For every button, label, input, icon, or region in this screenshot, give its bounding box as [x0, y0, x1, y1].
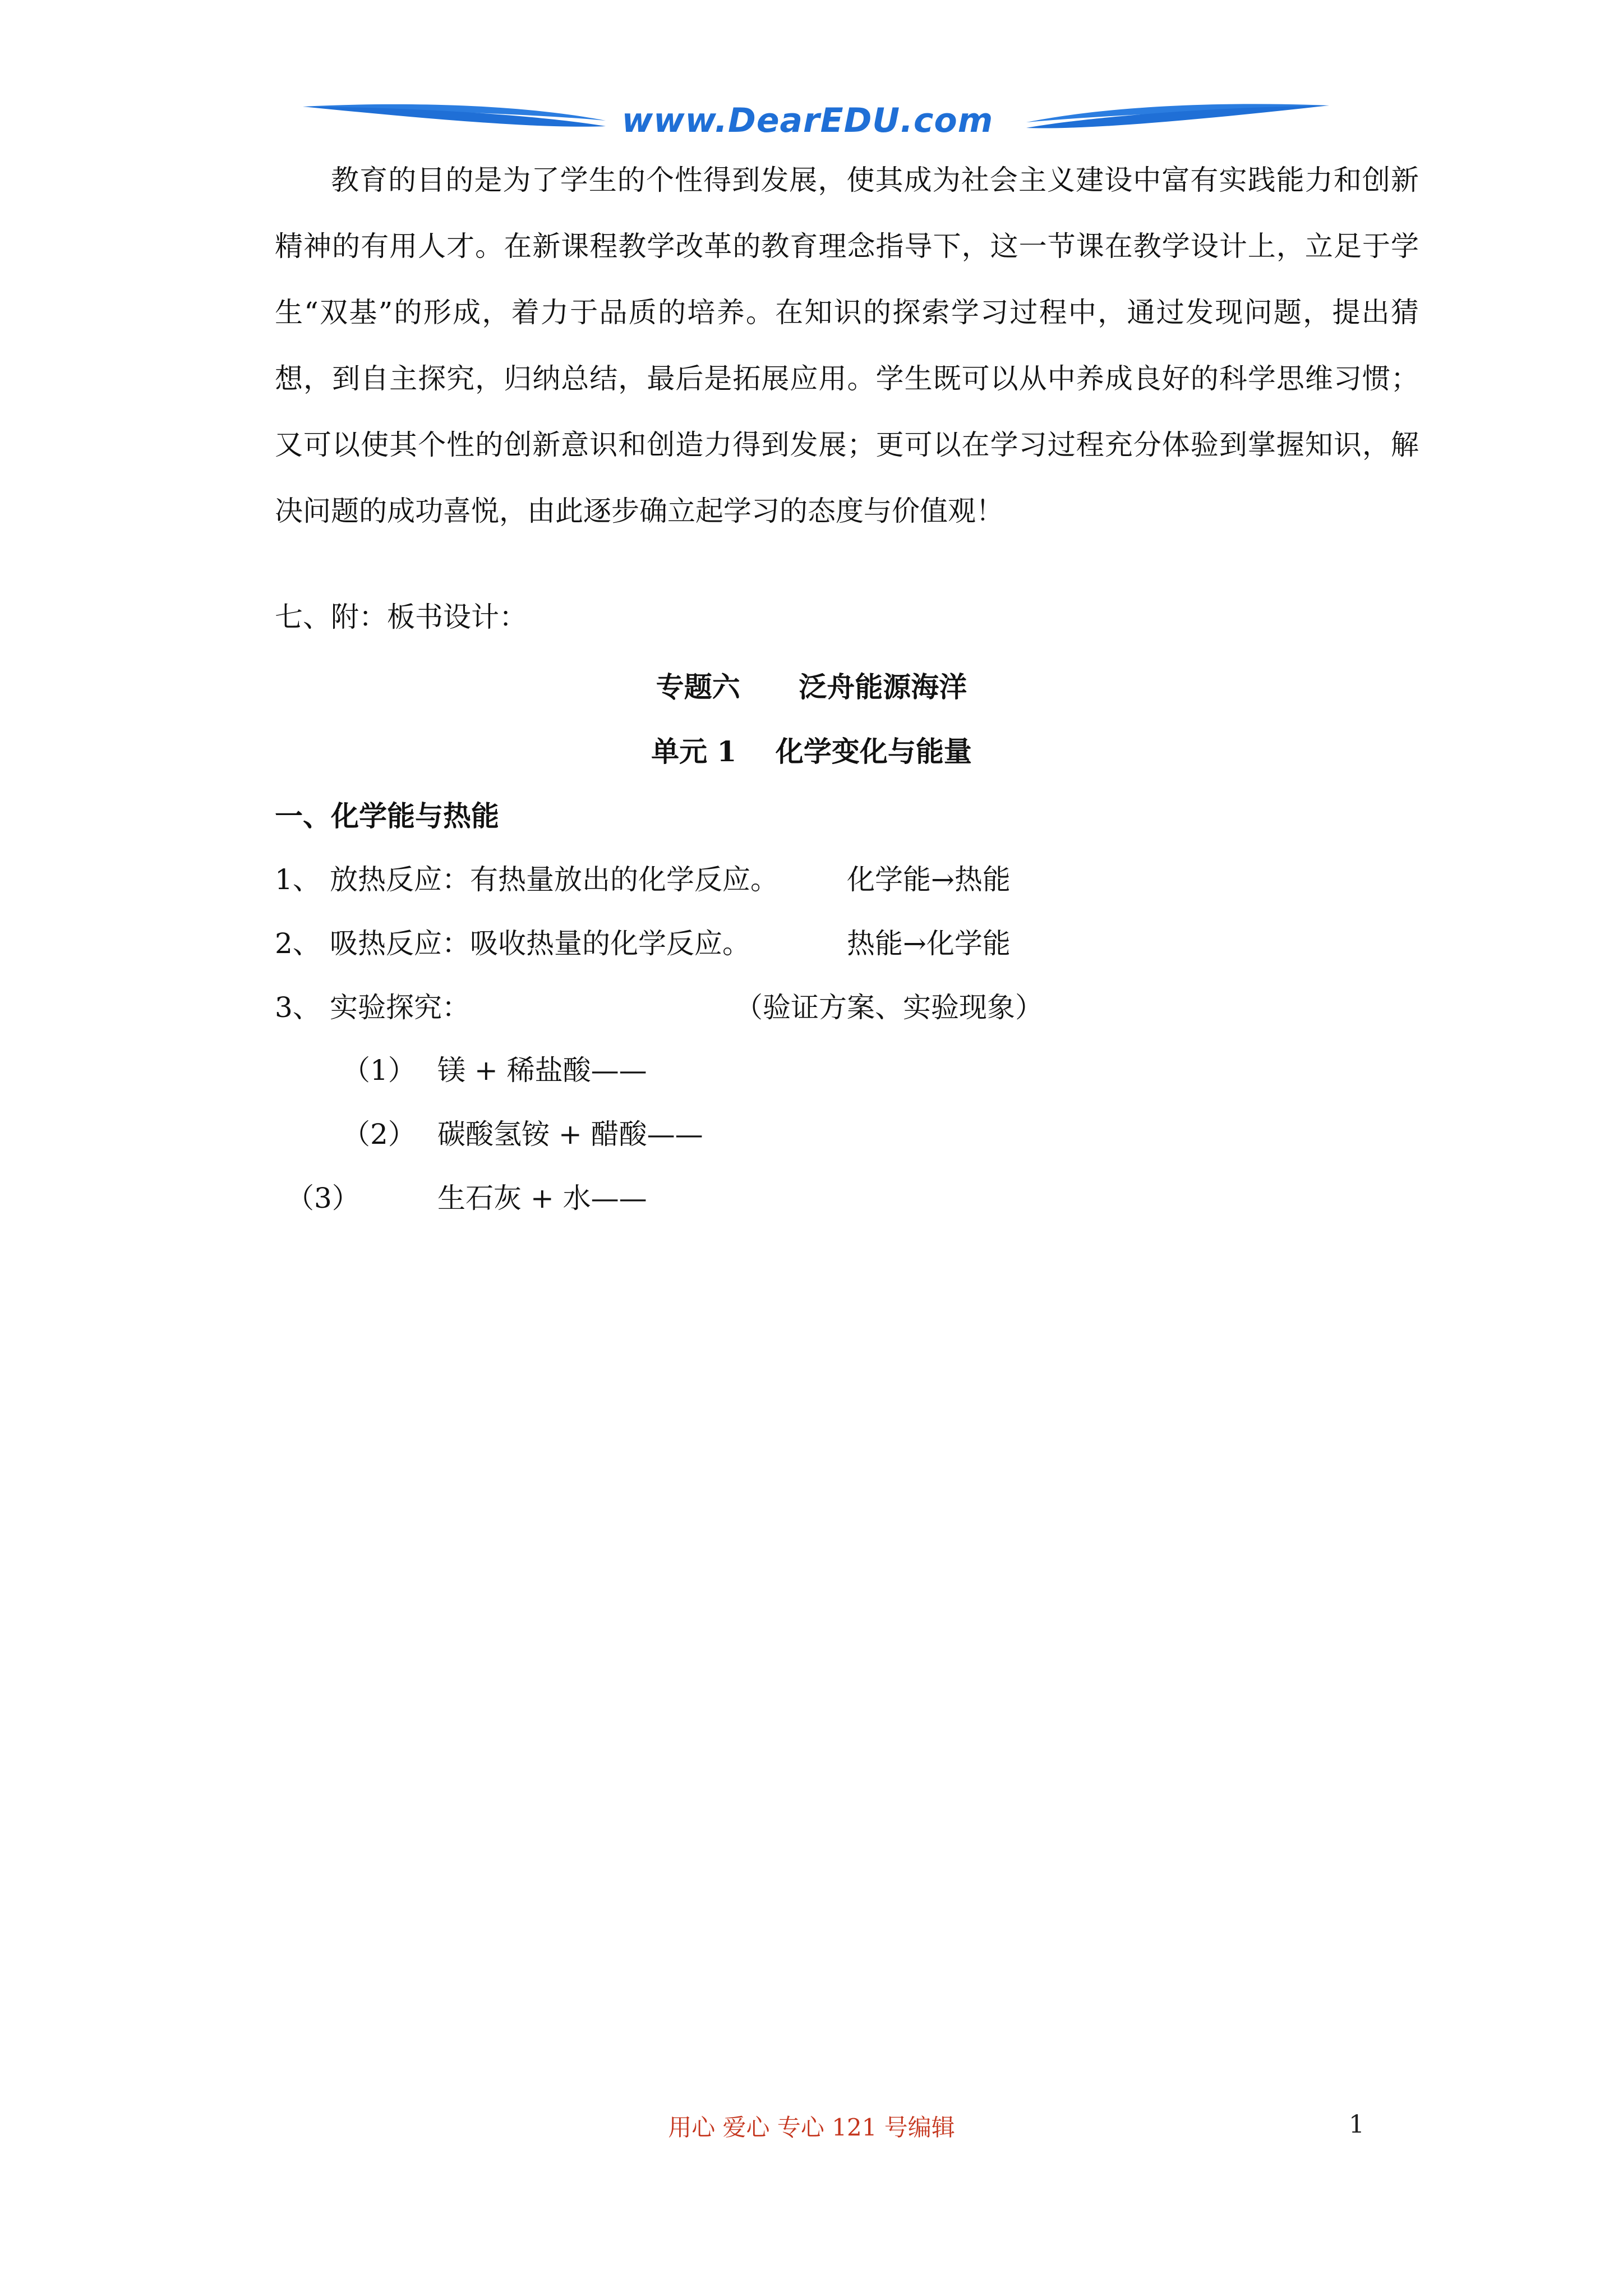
item-text: 吸热反应：吸收热量的化学反应。 — [330, 927, 750, 960]
experiment-text: 碳酸氢铵 + 醋酸—— — [437, 1118, 703, 1151]
item-text: 放热反应：有热量放出的化学反应。 — [330, 863, 778, 896]
board-subtitle: 单元 1 化学变化与能量 — [651, 735, 972, 768]
body-paragraph: 教育的目的是为了学生的个性得到发展，使其成为社会主义建设中富有实践能力和创新精神的有用人才。在新课程教学改革的教育理念指导下，这一节课在教学设计上，立足于学生“双基”的形成，着力于品质的培养。在知识的探索学习过程中，通过发现问题，提出猜想，到自主探究，归纳总结，最后是拓展应用。学生既可以从中养成良好的科学思维习惯；又可以使其个性的创新意识和创造力得到发展；更可以在学习过程充分体验到掌握知识，解决问题的成功喜悦，由此逐步确立起学习的态度与价值观！ — [275, 164, 1419, 527]
experiment-text: 生石灰 + 水—— — [437, 1182, 647, 1214]
experiment-number: （1） — [342, 1054, 416, 1087]
section-heading: 七、附：板书设计： — [275, 601, 527, 633]
item-number: 3、 — [275, 991, 321, 1024]
footer-text: 用心 爱心 专心 121 号编辑 — [668, 2114, 955, 2141]
site-logo[interactable]: www.DearEDU.com — [621, 101, 994, 140]
item-text: 实验探究： — [330, 991, 470, 1024]
item-number: 1、 — [275, 863, 321, 896]
item-note: （验证方案、实验现象） — [735, 991, 1043, 1024]
item-number: 2、 — [275, 927, 321, 960]
board-title: 专题六 泛舟能源海洋 — [656, 670, 967, 703]
part-heading: 一、化学能与热能 — [275, 799, 499, 832]
experiment-text: 镁 + 稀盐酸—— — [437, 1054, 647, 1087]
experiment-number: （3） — [286, 1182, 360, 1214]
item-note: 热能→化学能 — [847, 927, 1011, 960]
experiment-number: （2） — [342, 1118, 416, 1151]
page-number: 1 — [1349, 2110, 1364, 2139]
item-note: 化学能→热能 — [847, 863, 1011, 896]
